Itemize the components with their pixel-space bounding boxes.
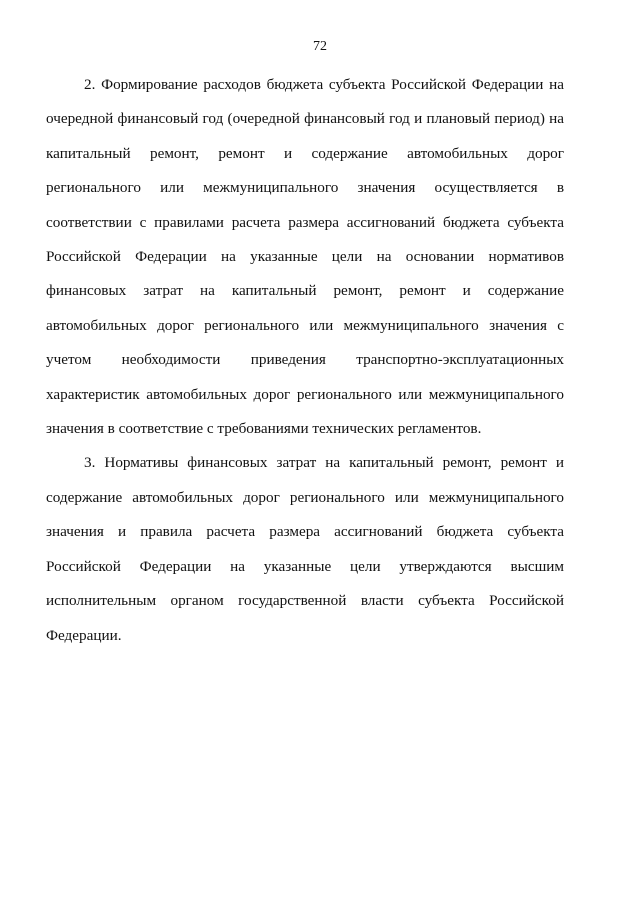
text-line: 3. Нормативы финансовых затрат на капитальный ремонт, ремонт и [84,454,564,472]
text-line: соответствии с правилами расчета размера ассигнований бюджета субъекта [46,213,564,231]
document-body [46,68,564,653]
text-line: регионального или межмуниципального значения осуществляется в [46,179,564,197]
text-line: характеристик автомобильных дорог регионального или межмуниципального [46,385,564,403]
text-line: финансовых затрат на капитальный ремонт, ремонт и содержание [46,282,564,300]
paragraph-3 [46,446,564,652]
text-line: содержание автомобильных дорог регионального или межмуниципального [46,488,564,506]
text-line: Российской Федерации на указанные цели на основании нормативов [46,248,564,266]
text-line: 2. Формирование расходов бюджета субъекта Российской Федерации на [84,76,564,93]
text-line: значения и правила расчета размера ассигнований бюджета субъекта [46,523,564,541]
text-line: капитальный ремонт, ремонт и содержание автомобильных дорог [46,144,564,162]
text-line: значения в соответствие с требованиями технических регламентов. [46,420,482,438]
page-number: 72 [313,39,327,54]
text-line: очередной финансовый год (очередной финансовый год и плановый период) на [46,110,564,128]
paragraph-2 [46,68,564,446]
text-line: Российской Федерации на указанные цели утверждаются высшим [46,557,564,575]
text-line: учетом необходимости приведения транспортно-эксплуатационных [46,351,564,369]
text-line: Федерации. [46,626,122,644]
text-line: автомобильных дорог регионального или межмуниципального значения с [46,316,564,334]
text-line: исполнительным органом государственной власти субъекта Российской [46,592,564,610]
